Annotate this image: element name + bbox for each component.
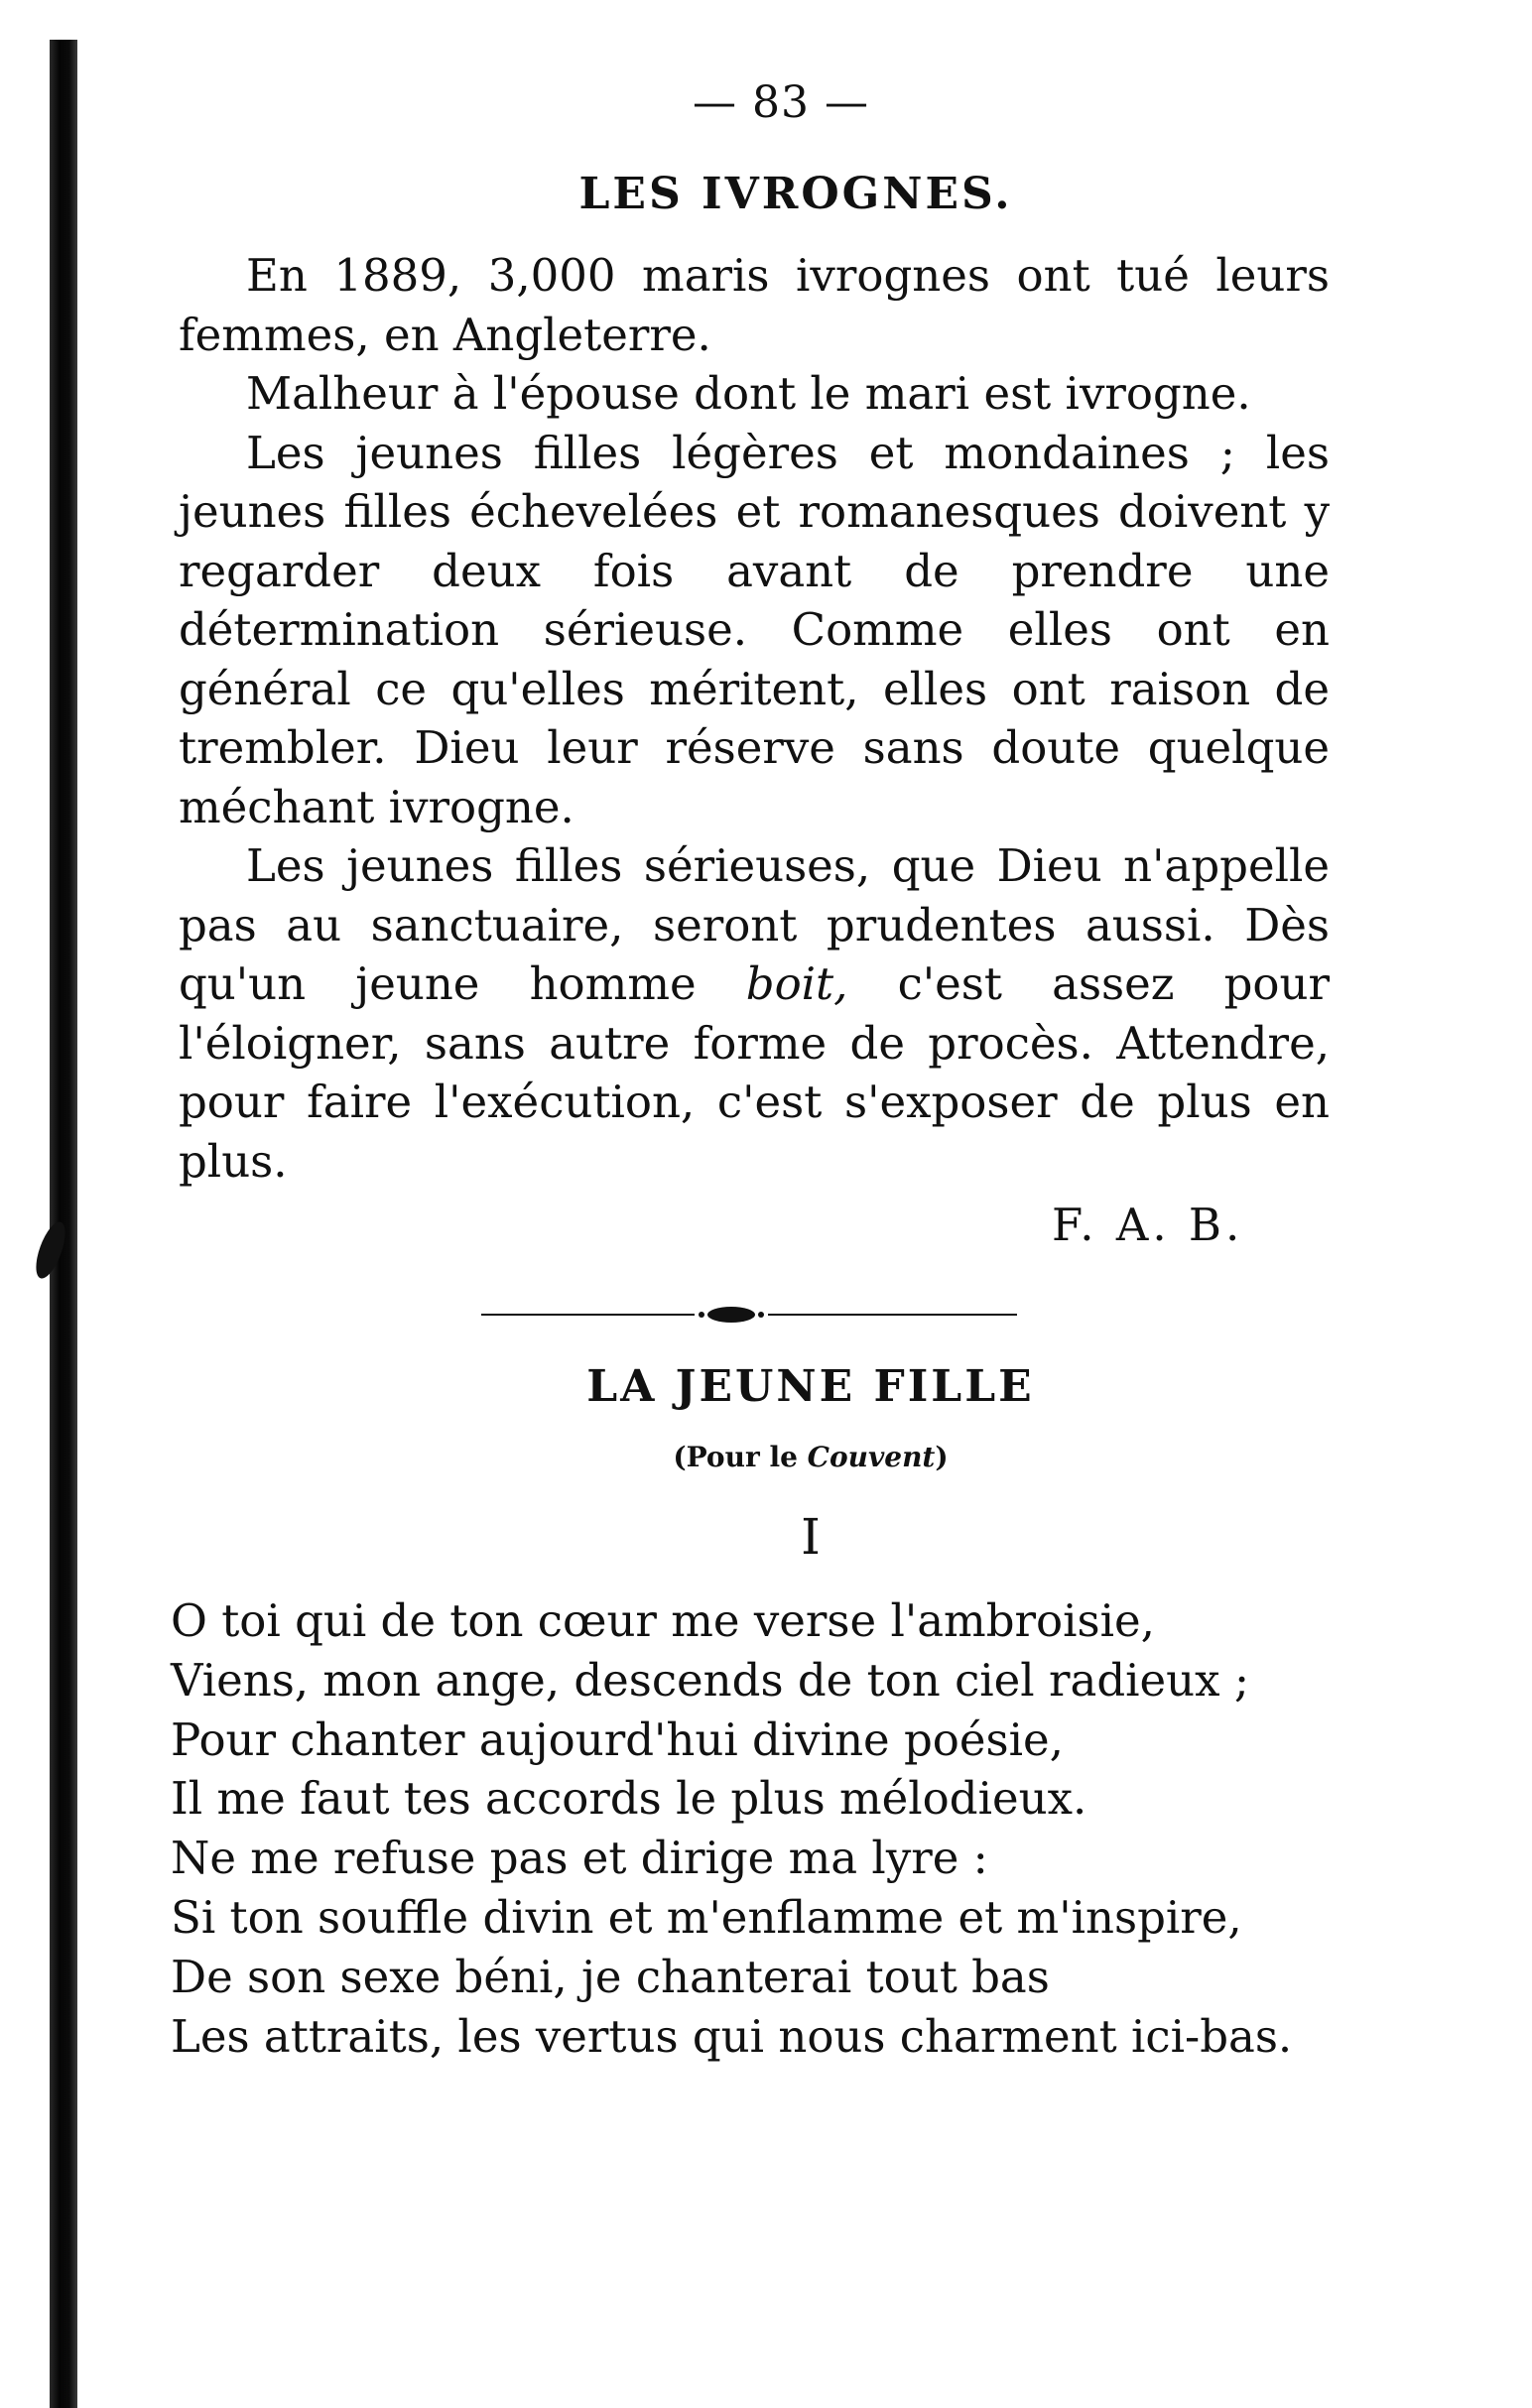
verse-line: Ne me refuse pas et dirige ma lyre : bbox=[171, 1832, 988, 1885]
paragraph: En 1889, 3,000 maris ivrognes ont tué leurs femmes, en Angleterre. bbox=[179, 249, 1330, 361]
verse-line: O toi qui de ton cœur me verse l'ambroisie, bbox=[171, 1594, 1155, 1647]
verse-line: Il me faut tes accords le plus mélodieux. bbox=[171, 1772, 1087, 1826]
page-number: — 83 — bbox=[693, 77, 869, 128]
paragraph-text: c'est assez pour l'éloigner, sans autre forme de procès. Attendre, pour faire l'exécution, c'est s'exposer de plus en plus. bbox=[179, 957, 1330, 1188]
subtitle-text: (Pour le bbox=[673, 1441, 808, 1473]
paragraph bbox=[179, 836, 1330, 1191]
ornamental-divider bbox=[481, 1300, 1017, 1330]
section-numeral: I bbox=[801, 1508, 821, 1566]
paragraph: Les jeunes filles légères et mondaines ; les jeunes filles échevelées et romanesques doivent y regarder deux fois avant de prendre une détermination sérieuse. Comme elles ont en général ce qu'elles méritent, elles ont raison de trembler. Dieu leur réserve sans doute quelque méchant ivrogne. bbox=[179, 426, 1330, 833]
emphasized-word: boit, bbox=[745, 957, 848, 1010]
paragraph-text: Les jeunes filles sérieuses, que Dieu n'appelle pas au sanctuaire, seront prudentes aussi. Dès qu'un jeune homme bbox=[179, 839, 1330, 1010]
subtitle-emphasis: Couvent bbox=[807, 1441, 936, 1473]
article-title-ivrognes: LES IVROGNES. bbox=[578, 169, 1013, 219]
paragraph: Malheur à l'épouse dont le mari est ivrogne. bbox=[246, 367, 1251, 420]
subtitle-text: ) bbox=[935, 1441, 949, 1473]
author-signature: F. A. B. bbox=[1052, 1199, 1244, 1251]
poem-stanza bbox=[171, 1591, 1381, 2066]
article-body bbox=[179, 246, 1330, 1191]
verse-line: Pour chanter aujourd'hui divine poésie, bbox=[171, 1712, 1064, 1766]
article-title-jeune-fille: LA JEUNE FILLE bbox=[586, 1361, 1035, 1412]
verse-line: Viens, mon ange, descends de ton ciel radieux ; bbox=[171, 1653, 1249, 1707]
verse-line: Les attraits, les vertus qui nous charment ici-bas. bbox=[171, 2009, 1293, 2063]
verse-line: De son sexe béni, je chanterai tout bas bbox=[171, 1950, 1050, 2003]
article-subtitle bbox=[0, 1441, 1532, 1473]
verse-line: Si ton souffle divin et m'enflamme et m'inspire, bbox=[171, 1890, 1242, 1944]
